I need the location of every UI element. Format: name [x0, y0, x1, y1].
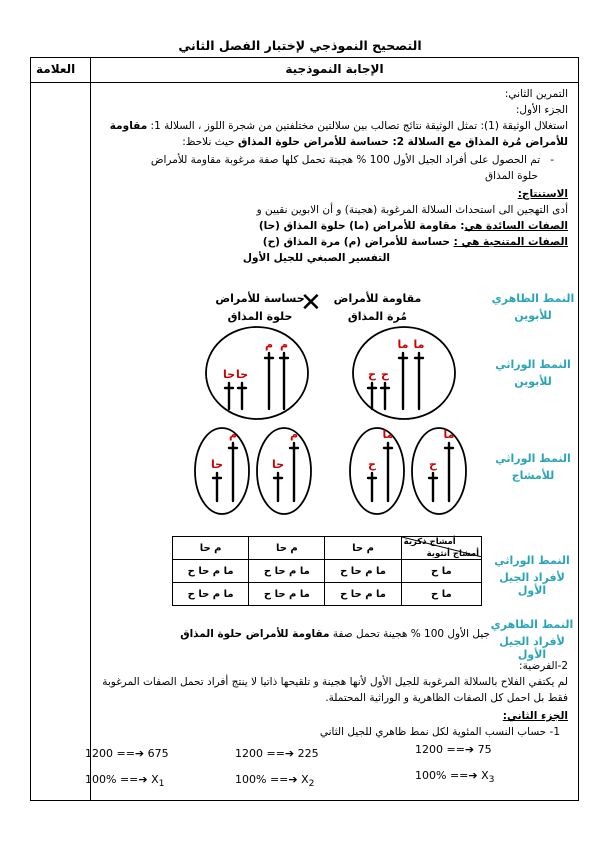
chromosome-pair: [399, 353, 423, 409]
chromosomal-interpretation-title: التفسير الصبغي للجيل الأول: [242, 252, 390, 264]
page-title: التصحيح النموذجي لإختبار الفصل الثاني: [178, 38, 422, 53]
parent2-cell: [206, 327, 308, 419]
calc-x1-bottom: 100% ==➔ $X_1$: [85, 773, 165, 790]
header-divider: [30, 82, 579, 83]
part1-title: الجزء الأول:: [515, 104, 568, 116]
grid-cell: ما م حا ح: [249, 583, 325, 606]
cross-icon: ✕: [300, 288, 322, 318]
chromosome-diagram: [190, 325, 480, 525]
conclusion-line: أدى التهجين الى استحداث السلالة المرغوبة (هجينة) و أن الابوين نقيين و: [256, 204, 568, 216]
label-genotype-f1: النمط الوراثي لأفراد الجيل الأول: [494, 554, 570, 597]
male-gametes-label: أمشاج ذكرية: [403, 537, 456, 547]
gamete-cell: [195, 428, 249, 514]
gamete-chromosomes: [429, 443, 453, 501]
chromosome-pair: [265, 353, 288, 409]
observation-bullet-cont: حلوة المذاق: [485, 170, 538, 182]
allele-label: حا: [271, 458, 285, 471]
hypothesis-line2: فقط بل احمل كل الصفات الظاهرية و الوراثية المحتملة.: [325, 692, 568, 704]
allele-label: م: [279, 338, 289, 351]
grade-column-header: العلامة: [36, 62, 76, 76]
allele-label: م: [264, 338, 274, 351]
part2-title: الجزء الثاني:: [502, 710, 568, 722]
recessive-traits: الصفات المتنحية هي : حساسة للأمراض (م) مرة المذاق (ح): [262, 236, 568, 248]
grid-cell: ما م حا ح: [325, 560, 401, 583]
column-divider: [90, 57, 91, 801]
calc-x3-bottom: 100% ==➔ $X_3$: [415, 769, 495, 786]
allele-label: حا: [210, 458, 224, 471]
answer-column-header: الإجابة النموذجية: [285, 62, 384, 76]
allele-label: م: [228, 428, 238, 441]
allele-label: حا: [235, 368, 249, 381]
grid-row-header: ما ح: [401, 583, 481, 606]
grid-col-header: م حا: [249, 537, 325, 560]
gamete-chromosomes: [368, 443, 392, 501]
allele-label: ما: [413, 338, 425, 351]
allele-label: م: [289, 428, 299, 441]
strain-comparison-line: للأمراض مُرة المذاق مع السلالة 2: حساسة للأمراض حلوة المذاق حيث نلاحظ:: [182, 136, 568, 148]
conclusion-title: الاستنتاج:: [517, 188, 568, 200]
gamete-cell: [412, 428, 466, 514]
chromosome-pair: [368, 383, 389, 409]
allele-label: ح: [368, 458, 376, 471]
calc-x1-top: 1200 ==➔ 675: [85, 747, 169, 760]
allele-label: ما: [382, 428, 394, 441]
grid-cell: ما م حا ح: [249, 560, 325, 583]
grid-corner: [401, 537, 481, 560]
hypothesis-title: 2-الفرضية:: [519, 660, 568, 672]
allele-label: ح: [381, 368, 389, 381]
calc-x3-top: 1200 ==➔ 75: [415, 743, 492, 756]
f1-phenotype-text: جيل الأول 100 % هجينة تحمل صفة مقاومة للأمراض حلوة المذاق: [180, 628, 490, 640]
document-analysis-line: استغلال الوثيقة (1): تمثل الوثيقة نتائج تصالب بين سلالتين مختلفتين من شجرة اللوز ، السلالة 1: مقاومة: [109, 120, 568, 132]
gamete-chromosomes: [271, 443, 298, 501]
calc-x2-bottom: 100% ==➔ $X_2$: [235, 773, 315, 790]
allele-label: ما: [397, 338, 409, 351]
punnett-grid: [172, 536, 482, 606]
allele-label: ح: [368, 368, 376, 381]
chromosome-pair: [225, 383, 246, 409]
dominant-traits: الصفات السائدة هي: مقاومة للأمراض (ما) حلوة المذاق (حا): [258, 220, 568, 232]
grid-cell: ما م حا ح: [173, 583, 249, 606]
gamete-chromosomes: [210, 443, 237, 501]
part2-question: 1- حساب النسب المئوية لكل نمط ظاهري للجيل الثاني: [319, 726, 560, 738]
allele-label: حا: [222, 368, 236, 381]
label-genotype-gametes: النمط الوراثي للأمشاج: [495, 452, 571, 482]
grid-col-header: م حا: [325, 537, 401, 560]
allele-label: ما: [443, 428, 455, 441]
table-row: [173, 560, 482, 583]
grid-cell: ما م حا ح: [325, 583, 401, 606]
grid-col-header: م حا: [173, 537, 249, 560]
table-row: [173, 583, 482, 606]
gamete-cell: [350, 428, 404, 514]
hypothesis-line1: لم يكتفي الفلاح بالسلالة المرغوبة للجيل الأول لأنها هجينة و تلقيحها ذاتيا لا ينتج أفراد تحمل الصفات المرغوبة: [102, 676, 568, 688]
label-genotype-parents: النمط الوراثي للأبوين: [495, 358, 571, 388]
grid-cell: ما م حا ح: [173, 560, 249, 583]
gamete-cell: [257, 428, 311, 514]
exercise-title: التمرين الثاني:: [504, 88, 568, 100]
grid-row-header: ما ح: [401, 560, 481, 583]
label-phenotype-parents: النمط الظاهري للأبوين: [491, 292, 575, 322]
label-phenotype-f1: النمط الظاهري لأفراد الجيل الأول: [490, 618, 574, 661]
calc-x2-top: 1200 ==➔ 225: [235, 747, 319, 760]
observation-bullet: - تم الحصول على أفراد الجيل الأول 100 % هجينة تحمل كلها صفة مرغوبة مقاومة للأمراض: [150, 154, 554, 166]
parent1-phenotype: مقاومة للأمراض مُرة المذاق: [333, 292, 422, 323]
allele-label: ح: [429, 458, 437, 471]
female-gametes-label: أمشاج أنثوية: [426, 549, 479, 559]
parent2-phenotype: حساسة للأمراض حلوة المذاق: [215, 292, 305, 323]
